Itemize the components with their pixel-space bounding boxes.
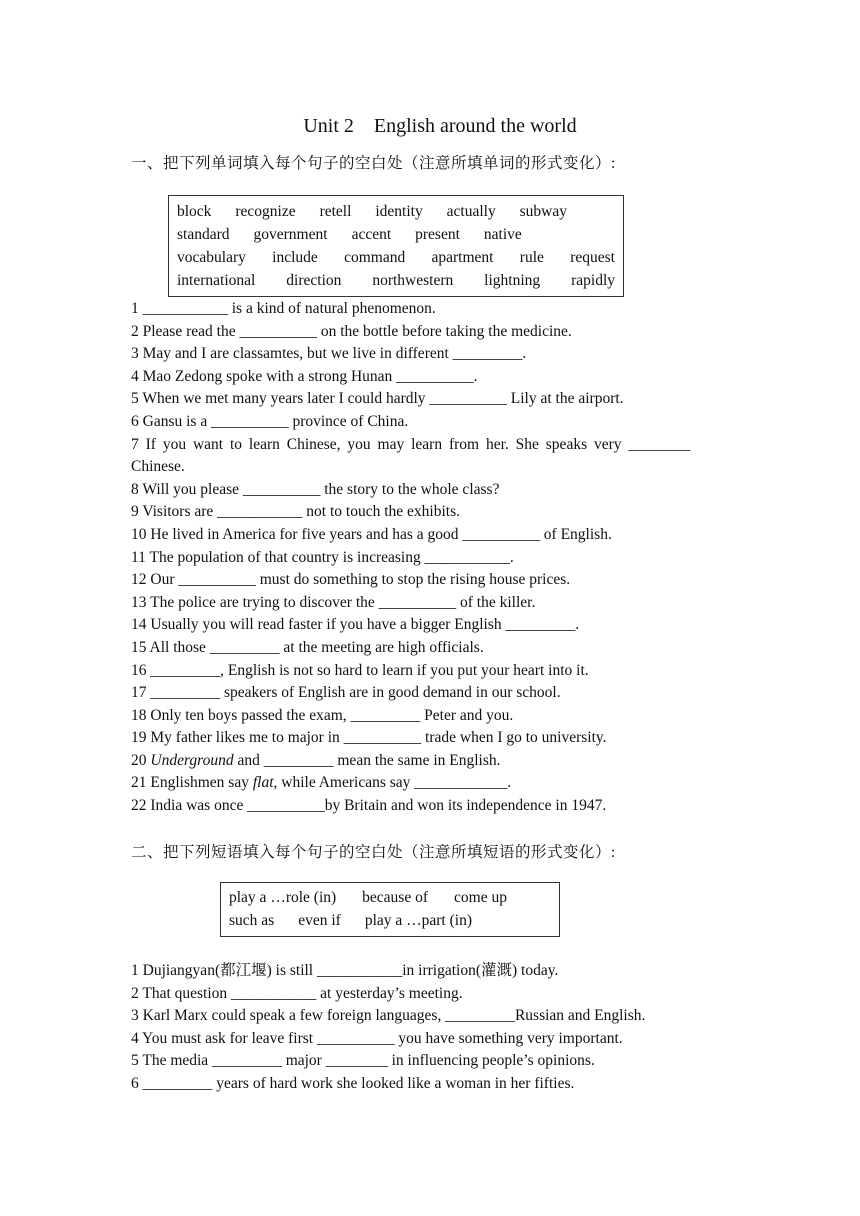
exercise-item: 6 _________ years of hard work she looked like a woman in her fifties.: [131, 1074, 575, 1092]
exercise-item: 5 The media _________ major ________ in influencing people’s opinions.: [131, 1052, 595, 1070]
italic-term: flat: [252, 774, 274, 792]
phrase-bank-row: [229, 886, 551, 909]
word-bank-word: apartment: [431, 249, 494, 266]
word-bank-word: present: [415, 226, 460, 243]
word-bank-word: government: [253, 226, 328, 243]
page-title: Unit 2 English around the world: [303, 115, 577, 137]
exercise-item: 17 _________ speakers of English are in good demand in our school.: [131, 684, 561, 702]
word-bank-word: actually: [446, 203, 496, 220]
exercise-item: 6 Gansu is a __________ province of China.: [131, 412, 409, 430]
item-text: , while Americans say ____________.: [273, 774, 512, 792]
exercise-item: 4 Mao Zedong spoke with a strong Hunan __________.: [131, 367, 478, 385]
exercise-item: 9 Visitors are ___________ not to touch the exhibits.: [131, 503, 460, 521]
word-bank-word: accent: [351, 226, 392, 243]
word-bank-word: rapidly: [571, 272, 615, 289]
exercise-item: 12 Our __________ must do something to stop the rising house prices.: [131, 571, 571, 589]
word-bank-row: [177, 200, 615, 223]
phrase-bank-row: [229, 909, 551, 932]
word-bank-word: northwestern: [372, 272, 454, 289]
exercise-item: 5 When we met many years later I could hardly __________ Lily at the airport.: [131, 390, 624, 408]
word-bank-word: lightning: [484, 272, 541, 289]
exercise-item: 22 India was once __________by Britain and won its independence in 1947.: [131, 797, 607, 815]
exercise-item: 4 You must ask for leave first __________ you have something very important.: [131, 1029, 623, 1047]
phrase-bank-item: come up: [454, 889, 507, 906]
word-bank-word: identity: [375, 203, 423, 220]
exercise-item: 3 May and I are classamtes, but we live in different _________.: [131, 345, 527, 363]
item-number: 20: [131, 751, 151, 769]
word-bank-box: [168, 195, 624, 297]
word-bank-word: vocabulary: [177, 249, 246, 266]
exercise-item: [131, 750, 734, 773]
section-1-items: [131, 298, 734, 818]
exercise-item: 7 If you want to learn Chinese, you may learn from her. She speaks very ________: [131, 435, 691, 453]
phrase-bank-item: because of: [362, 889, 429, 906]
section-2-heading: 二、把下列短语填入每个句子的空白处（注意所填短语的形式变化）:: [131, 844, 616, 861]
exercise-item: 15 All those _________ at the meeting are high officials.: [131, 638, 484, 656]
word-bank-word: command: [344, 249, 406, 266]
word-bank-word: international: [177, 272, 256, 289]
phrase-bank-item: even if: [298, 912, 341, 929]
phrase-bank-box: [220, 882, 560, 937]
word-bank-row: [177, 223, 615, 246]
section-1-heading: 一、把下列单词填入每个句子的空白处（注意所填单词的形式变化）:: [131, 155, 616, 172]
exercise-item: 10 He lived in America for five years and has a good __________ of English.: [131, 525, 612, 543]
exercise-item: [131, 772, 734, 795]
word-bank-row: [177, 246, 615, 269]
exercise-item: 1 ___________ is a kind of natural phenomenon.: [131, 300, 436, 317]
phrase-bank-item: play a …part (in): [364, 912, 472, 929]
word-bank-word: native: [483, 226, 522, 243]
phrase-bank-item: such as: [229, 912, 275, 929]
word-bank-word: include: [272, 249, 318, 266]
exercise-item: 19 My father likes me to major in __________ trade when I go to university.: [131, 729, 607, 747]
word-bank-word: request: [570, 249, 615, 266]
italic-term: Underground: [150, 751, 234, 769]
exercise-item-continuation: Chinese.: [131, 458, 185, 476]
exercise-item: 8 Will you please __________ the story to the whole class?: [131, 480, 500, 498]
exercise-item: 18 Only ten boys passed the exam, _________ Peter and you.: [131, 706, 514, 724]
word-bank-word: recognize: [235, 203, 296, 220]
word-bank-word: subway: [519, 203, 567, 220]
item-text: 21 Englishmen say: [131, 774, 253, 792]
exercise-item: 2 Please read the __________ on the bottle before taking the medicine.: [131, 322, 572, 340]
word-bank-word: rule: [519, 249, 544, 266]
exercise-item: 1 Dujiangyan(都江堰) is still ___________in irrigation(灌溉) today.: [131, 962, 559, 979]
exercise-item: 16 _________, English is not so hard to learn if you put your heart into it.: [131, 661, 589, 679]
item-text: and _________ mean the same in English.: [233, 751, 501, 769]
phrase-bank-item: play a …role (in): [229, 889, 337, 906]
exercise-item: 14 Usually you will read faster if you have a bigger English _________.: [131, 616, 580, 634]
section-2-items: [131, 960, 734, 1096]
exercise-item: 3 Karl Marx could speak a few foreign languages, _________Russian and English.: [131, 1007, 646, 1025]
exercise-item: 11 The population of that country is increasing ___________.: [131, 548, 514, 566]
word-bank-word: retell: [319, 203, 352, 220]
word-bank-word: block: [177, 203, 212, 220]
exercise-item: 13 The police are trying to discover the __________ of the killer.: [131, 593, 536, 611]
word-bank-word: standard: [177, 226, 230, 243]
word-bank-row: [177, 269, 615, 292]
exercise-item: 2 That question ___________ at yesterday’s meeting.: [131, 984, 463, 1002]
word-bank-word: direction: [286, 272, 342, 289]
